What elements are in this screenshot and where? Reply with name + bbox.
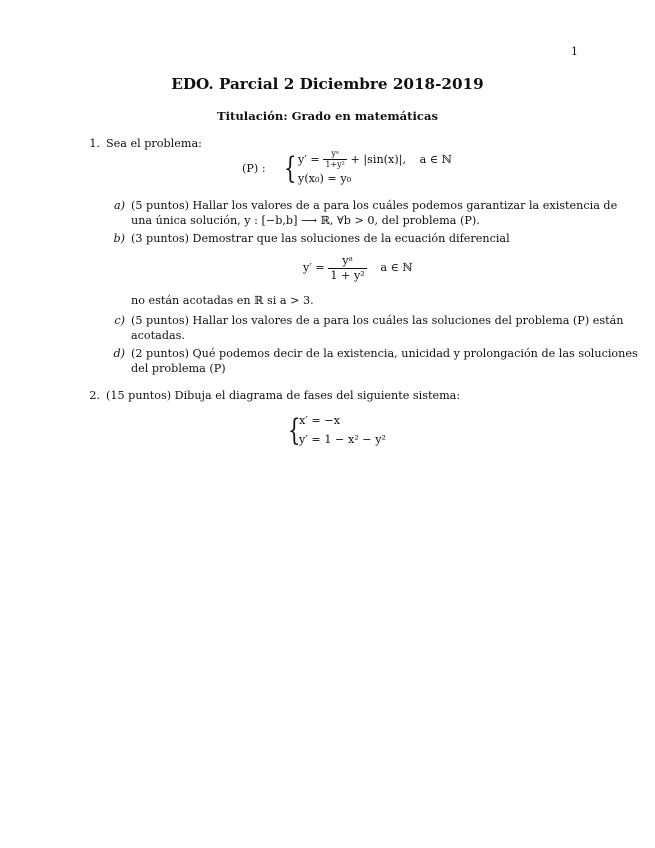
- part-c-line-2: acotadas.: [131, 329, 185, 342]
- part-d-line-2: del problema (P): [131, 362, 226, 375]
- part-b-equation: [303, 255, 413, 282]
- part-a-line-2: una única solución, y : [−b,b] ⟶ ℝ, ∀b > 0, del problema (P).: [131, 214, 480, 227]
- part-c-line-1: (5 puntos) Hallar los valores de a para los cuáles las soluciones del problema (P) están: [131, 314, 624, 327]
- question-1-number: 1.: [89, 137, 100, 150]
- part-d-line-1: (2 puntos) Qué podemos decir de la existencia, unicidad y prolongación de las soluciones: [131, 347, 638, 360]
- part-d-label: d): [113, 347, 125, 360]
- system-brace: {: [284, 151, 297, 186]
- system-equation-1: [298, 150, 452, 170]
- phase-equation-2: y′ = 1 − x² − y²: [299, 433, 387, 446]
- question-2-text: (15 puntos) Dibuja el diagrama de fases del siguiente sistema:: [106, 389, 461, 402]
- system-equation-2: y(x₀) = y₀: [298, 172, 352, 185]
- part-b-eq-numerator: yᵃ: [328, 255, 366, 269]
- question-1-intro: Sea el problema:: [106, 137, 202, 150]
- part-a-label: a): [113, 199, 125, 212]
- question-2-number: 2.: [89, 389, 100, 402]
- exam-subtitle: Titulación: Grado en matemáticas: [216, 109, 439, 123]
- eq1-condition: a ∈ ℕ: [419, 152, 452, 166]
- part-a-line-1: (5 puntos) Hallar los valores de a para los cuáles podemos garantizar la existencia de: [131, 199, 618, 212]
- eq1-numerator: yᵃ: [323, 150, 347, 160]
- part-b-eq-lhs: y′ =: [303, 260, 325, 274]
- phase-system-brace: {: [288, 413, 301, 448]
- part-b-label: b): [113, 232, 125, 245]
- eq1-fraction: [323, 150, 347, 170]
- eq1-rest: + |sin(x)|,: [350, 152, 407, 166]
- part-b-line-1: (3 puntos) Demostrar que las soluciones de la ecuación diferencial: [131, 232, 510, 245]
- exam-title: EDO. Parcial 2 Diciembre 2018-2019: [171, 75, 484, 93]
- page-number: 1: [571, 45, 578, 58]
- eq1-lhs: y′ =: [298, 152, 320, 166]
- eq1-denominator: 1+y²: [325, 160, 345, 170]
- part-b-eq-condition: a ∈ ℕ: [380, 260, 413, 274]
- part-b-eq-denominator: 1 + y²: [330, 268, 365, 282]
- part-b-line-2: no están acotadas en ℝ si a > 3.: [131, 294, 314, 307]
- phase-equation-1: x′ = −x: [299, 414, 341, 427]
- part-c-label: c): [114, 314, 125, 327]
- system-label: (P) :: [242, 162, 266, 175]
- part-b-eq-fraction: [328, 255, 366, 282]
